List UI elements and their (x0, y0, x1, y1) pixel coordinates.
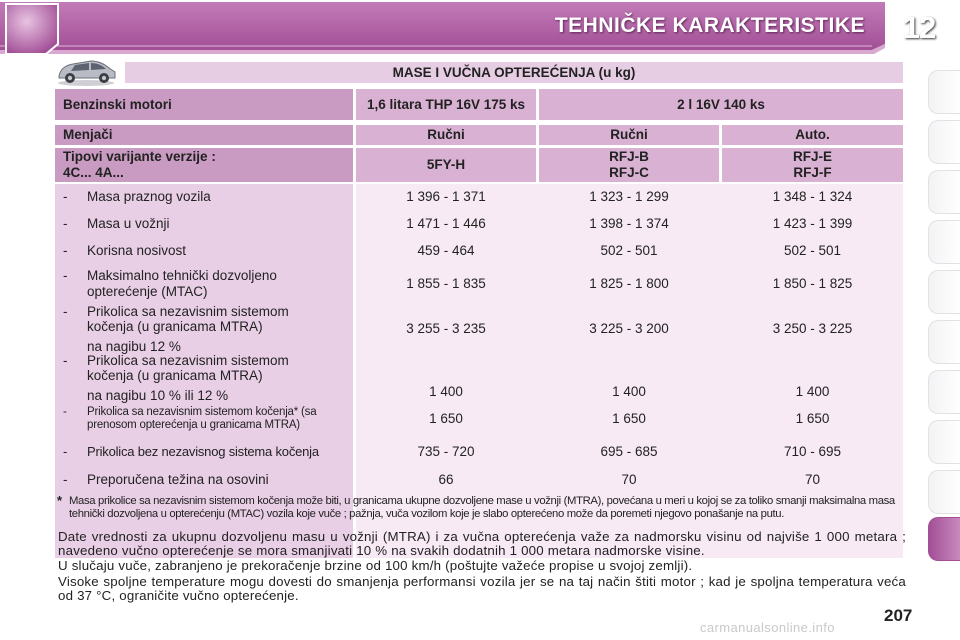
row-label: - Prikolica bez nezavisnog sistema kočenja (63, 443, 319, 459)
gearbox-col1: Ručni (356, 125, 536, 145)
variant-col3 (722, 148, 903, 182)
row-value: 735 - 720 (417, 444, 475, 460)
row-value: 1 323 - 1 299 (589, 189, 669, 205)
gearbox-col3: Auto. (722, 125, 903, 145)
table-row (55, 468, 903, 492)
engines-row (55, 89, 903, 120)
chapter-tab[interactable] (928, 270, 960, 314)
variant-col1: 5FY-H (356, 148, 536, 182)
row-label: - Maksimalno tehnički dozvoljeno opterećenje (MTAC) (63, 268, 277, 299)
chapter-tab[interactable] (928, 420, 960, 464)
page-header (0, 0, 960, 62)
table-row (55, 304, 903, 354)
chapter-tab[interactable] (928, 470, 960, 514)
row-label: - Prikolica sa nezavisnim sistemom kočenja* (sa prenosom opterećenja u granicama MTRA) (63, 405, 317, 431)
page-number: 207 (884, 606, 913, 625)
row-label: - Prikolica sa nezavisnim sistemom kočenja (u granicama MTRA) na nagibu 12 % (63, 303, 289, 354)
chapter-number: 12 (902, 10, 936, 45)
row-value: 1 855 - 1 835 (406, 276, 486, 292)
row-value: 710 - 695 (783, 444, 842, 460)
chapter-tab[interactable] (928, 370, 960, 414)
paragraph-altitude: Date vrednosti za ukupnu dozvoljenu masu u vožnji (MTRA) i za vučna opterećenja važe za nadmorsku visinu od najviše 1 000 metara ; navedeno vučno opterećenje se mora smanjivati 10 % na svakih dodatnih 1 000 metara nadmorske visine. (58, 529, 906, 558)
variants-label-line2: 4C... 4A... (63, 165, 124, 180)
table-row (55, 267, 903, 301)
table-row (55, 240, 903, 262)
row-value: 1 471 - 1 446 (406, 216, 486, 232)
footnote-text: Masa prikolice sa nezavisnim sistemom kočenja može biti, u granicama ukupne dozvoljene mase u vožnji (MTRA), povećana u meri u kojoj se za toliko smanji maksimalna masa tehnički dozvoljena u opterećenju (MTAC) vozila koje vuče ; pažnja, vuča vozilom koje je slabo opterećeno može da poremeti njegovo ponašanje na putu. (69, 495, 895, 520)
row-value: 70 (804, 472, 821, 488)
variant-col3-a: RFJ-E (792, 149, 832, 165)
gearbox-row (55, 125, 903, 145)
row-value: 695 - 685 (600, 444, 658, 460)
chapter-tab-active[interactable] (928, 517, 960, 561)
row-value: 70 (621, 472, 637, 488)
row-label: - Prikolica sa nezavisnim sistemom kočenja (u granicama MTRA) na nagibu 10 % ili 12 % (63, 352, 289, 403)
row-value: 1 396 - 1 371 (406, 189, 486, 205)
variants-row (55, 148, 903, 182)
row-value: 1 650 (795, 411, 830, 427)
car-icon (55, 56, 117, 86)
row-value: 1 400 (795, 384, 830, 400)
row-value: 1 400 (612, 384, 646, 400)
variants-label (55, 148, 353, 182)
row-value: 3 225 - 3 200 (589, 321, 669, 337)
row-label: - Preporučena težina na osovini (63, 472, 269, 488)
row-label: - Masa praznog vozila (63, 189, 211, 205)
row-value: 1 650 (429, 411, 463, 427)
row-label: - Masa u vožnji (63, 216, 170, 232)
gearbox-label: Menjači (55, 125, 353, 145)
row-value: 1 850 - 1 825 (772, 276, 853, 292)
variant-col2-b: RFJ-C (609, 165, 649, 180)
paragraph-temperature: Visoke spoljne temperature mogu dovesti do smanjenja performansi vozila jer se na taj način štiti motor ; kad je spoljna temperatura veća od 37 °C, ograničite vučno opterećenje. (58, 574, 906, 603)
chapter-tab[interactable] (928, 170, 960, 214)
chapter-badge (0, 0, 62, 56)
table-row (55, 186, 903, 208)
chapter-tab[interactable] (928, 70, 960, 114)
row-value: 1 650 (612, 411, 646, 427)
row-value: 66 (438, 472, 454, 488)
footnote-star: * (57, 493, 62, 508)
paragraph-speed: U slučaju vuče, zabranjeno je prekoračenje brzine od 100 km/h (poštujte važeće propise u svojoj zemlji). (58, 558, 693, 573)
variant-col2 (539, 148, 719, 182)
table-title: MASE I VUČNA OPTEREĆENJA (u kg) (125, 62, 903, 83)
row-value: 459 - 464 (417, 243, 475, 259)
variant-col3-b: RFJ-F (793, 165, 832, 180)
row-label: - Korisna nosivost (63, 243, 187, 259)
table-row (55, 213, 903, 235)
row-value: 1 400 (429, 384, 463, 400)
watermark: carmanualsonline.info (700, 620, 835, 635)
table-footnote (57, 495, 907, 521)
row-value: 502 - 501 (783, 243, 842, 259)
engine-col1: 1,6 litara THP 16V 175 ks (356, 89, 536, 120)
variant-col2-a: RFJ-B (609, 149, 649, 165)
table-row (55, 403, 903, 435)
row-value: 3 255 - 3 235 (406, 321, 486, 337)
chapter-tab[interactable] (928, 320, 960, 364)
chapter-tab[interactable] (928, 220, 960, 264)
chapter-tabs (928, 62, 960, 582)
row-value: 502 - 501 (600, 243, 658, 259)
gearbox-col2: Ručni (539, 125, 719, 145)
engines-label: Benzinski motori (55, 89, 353, 120)
row-value: 1 398 - 1 374 (589, 216, 669, 232)
row-value: 1 423 - 1 399 (772, 216, 853, 232)
row-value: 1 825 - 1 800 (589, 276, 669, 292)
page-title: TEHNIČKE KARAKTERISTIKE (554, 14, 865, 37)
row-value: 3 250 - 3 225 (772, 321, 853, 337)
table-row (55, 440, 903, 464)
engine-col23: 2 l 16V 140 ks (539, 89, 903, 120)
table-row (55, 354, 903, 402)
variants-label-line1: Tipovi varijante verzije : (63, 149, 216, 165)
chapter-tab[interactable] (928, 120, 960, 164)
row-value: 1 348 - 1 324 (772, 189, 853, 205)
